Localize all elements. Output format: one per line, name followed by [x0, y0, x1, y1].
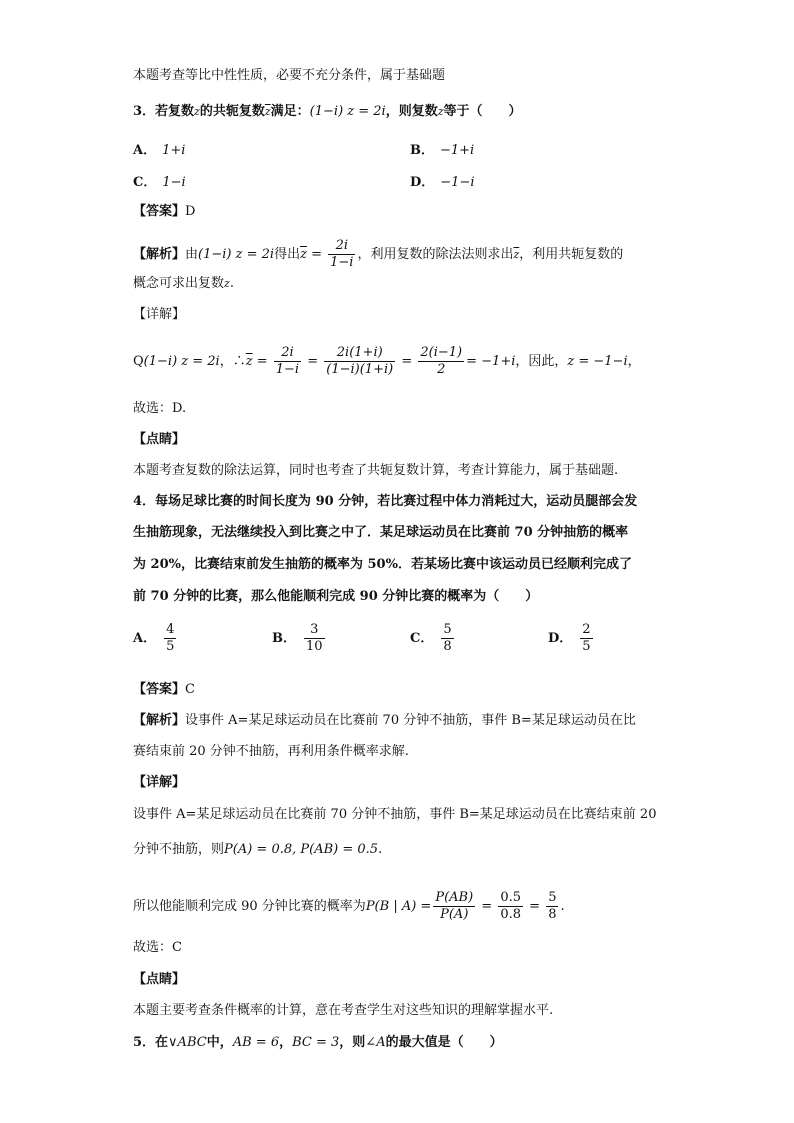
q4-option-c-label: C．	[410, 631, 434, 646]
q4-option-b-label: B．	[272, 631, 296, 646]
q3-choose: 故选：D.	[133, 401, 187, 416]
q3-detail-frac1-den: 1−i	[275, 362, 300, 377]
q5-stem-angle: ∠A	[365, 1035, 386, 1050]
q4-option-b-num: 3	[304, 622, 325, 639]
q4-detail-text2a: 分钟不抽筋，则	[133, 842, 225, 857]
q5-stem-ab: AB = 6	[232, 1035, 280, 1050]
q4-detail-conditional: P(B | A) =	[365, 899, 432, 914]
q4-detail-line1: 设事件 A=某足球运动员在比赛前 70 分钟不抽筋，事件 B=某足球运动员在比赛结束前 20	[133, 807, 657, 822]
q4-detail-frac3-den: 8	[548, 907, 557, 922]
q3-detail-sep: ，∴	[219, 354, 246, 369]
q4-option-c	[410, 622, 456, 655]
q4-stem-line3: 为 20%，比赛结束前发生抽筋的概率为 50%．若某场比赛中该运动员已经顺利完成了	[133, 557, 632, 572]
q3-answer	[133, 202, 195, 222]
q4-analysis-line2: 赛结束前 20 分钟不抽筋，再利用条件概率求解.	[133, 744, 409, 759]
q3-option-a-text: 1+i	[162, 143, 186, 158]
q4-detail-tag: 【详解】	[133, 775, 186, 790]
q3-stem-z2: z	[437, 105, 444, 118]
q3-option-d-text: −1−i	[440, 175, 475, 190]
q4-detail-text3a: 所以他能顺利完成 90 分钟比赛的概率为	[133, 899, 366, 914]
q4-answer-tag: 【答案】	[133, 682, 186, 697]
q3-analysis-line2	[133, 274, 234, 294]
q3-stem-mid2: 满足：	[270, 104, 310, 119]
q3-stem-z: z	[194, 105, 200, 118]
q3-option-d-label: D．	[410, 175, 435, 190]
q3-detail-frac2-den: (1−i)(1+i)	[326, 362, 394, 377]
q3-detail-end: ，	[627, 354, 641, 369]
q4-option-d-label: D．	[548, 631, 573, 646]
q4-option-a-fraction	[164, 622, 176, 655]
q3-detail-frac3	[418, 345, 464, 378]
q3-detail-q: Q	[133, 354, 144, 369]
q3-detail-frac1	[274, 345, 301, 378]
q3-detail-frac2-num: 2i(1+i)	[324, 345, 395, 362]
q3-detail-frac3-den: 2	[437, 362, 446, 377]
q4-stem-line4: 前 70 分钟的比赛，那么他能顺利完成 90 分钟比赛的概率为（ ）	[133, 589, 539, 604]
q5-stem-mid2: ，	[279, 1035, 293, 1050]
q3-detail-tag: 【详解】	[133, 307, 186, 322]
q4-detail-text2c: .	[378, 842, 383, 857]
q4-option-a-num: 4	[166, 622, 175, 637]
q3-analysis-line1: 【解析】由(1−i) z = 2i得出$\overline{z}$ = $\frac{2i}{1-i}$ ，利用复数的除法法则求出$\overline{z}$，利用共轭复数的	[133, 238, 624, 270]
q5-stem-prefix: 5．在	[133, 1035, 169, 1050]
q3-stem	[133, 102, 522, 122]
q5-stem-mid1: 中，	[206, 1035, 233, 1050]
q3-detail-eq1: (1−i) z = 2i	[143, 354, 220, 369]
q4-option-a-den: 5	[166, 639, 175, 654]
q4-stem-line1: 4．每场足球比赛的时间长度为 90 分钟，若比赛过程中体力消耗过大，运动员腿部会发	[133, 494, 638, 509]
q3-stem-mid1: 的共轭复数	[199, 104, 265, 119]
q3-analysis-tag: 【解析】	[133, 247, 186, 262]
q5-stem-mid3: ，则	[339, 1035, 366, 1050]
q4-analysis-tag: 【解析】	[133, 713, 186, 728]
q4-detail-frac3-num: 5	[548, 890, 557, 905]
q4-stem-line2: 生抽筋现象，无法继续投入到比赛之中了．某足球运动员在比赛前 70 分钟抽筋的概率	[133, 525, 629, 540]
q3-analysis-text5: 概念可求出复数	[133, 276, 225, 291]
q4-option-a	[133, 622, 178, 655]
q3-detail-zbar: $\overline{z}$	[245, 354, 253, 369]
q4-answer	[133, 680, 195, 700]
q3-option-b-label: B．	[410, 143, 434, 158]
q3-analysis-fraction	[328, 238, 355, 271]
q3-analysis-text4: ，利用共轭复数的	[519, 247, 624, 262]
q3-analysis-zbar: $\overline{z}$	[300, 247, 307, 262]
q4-choose: 故选：C	[133, 940, 182, 955]
q4-analysis-text1: 设事件 A=某足球运动员在比赛前 70 分钟不抽筋，事件 B=某足球运动员在比	[185, 713, 636, 728]
q5-stem-end: 的最大值是（ ）	[385, 1035, 503, 1050]
q3-option-a	[133, 139, 185, 158]
q2-summary: 本题考查等比中性性质，必要不充分条件，属于基础题	[133, 68, 446, 83]
q4-comment: 本题主要考查条件概率的计算，意在考查学生对这些知识的理解掌握水平.	[133, 1003, 554, 1018]
q3-detail-tail: ，因此，	[515, 354, 568, 369]
q3-stem-zbar: $\overline{z}$	[264, 105, 271, 118]
q4-option-b-den: 10	[306, 639, 323, 654]
q4-comment-tag: 【点睛】	[133, 972, 186, 987]
q3-option-c-text: 1−i	[162, 175, 186, 190]
q3-stem-prefix: 3．若复数	[133, 104, 195, 119]
q4-detail-line2	[133, 840, 382, 860]
q3-stem-end: 等于（ ）	[443, 104, 522, 119]
q4-option-b	[272, 622, 327, 655]
q3-answer-value: D	[185, 204, 196, 219]
q3-option-a-label: A．	[133, 143, 157, 158]
q3-analysis-text6: .	[229, 276, 234, 291]
q4-detail-frac1	[433, 890, 475, 923]
q4-detail-line3: 所以他能顺利完成 90 分钟比赛的概率为P(B | A) = $\frac{P(AB)}{P(A)}$ = $\frac{0.5}{0.8}$ = $\frac{5}{8}$ .	[133, 890, 565, 922]
q4-detail-frac2-den: 0.8	[500, 907, 522, 922]
q3-answer-tag: 【答案】	[133, 204, 186, 219]
q4-detail-frac2	[498, 890, 523, 923]
q3-option-c-label: C．	[133, 175, 157, 190]
q4-option-d-fraction	[580, 622, 592, 655]
q3-analysis-text3: ，利用复数的除法法则求出	[357, 247, 514, 262]
q4-answer-value: C	[185, 682, 195, 697]
q4-option-d-den: 5	[582, 639, 591, 654]
q3-detail-equation: Q(1−i) z = 2i，$\therefore\overline{z}$ = $\frac{2i}{1-i}$ = $\frac{2i(1+i)}{(1-i)(1+i)}$ = $\frac{2(i-1)}{2}$ = −1+i，因此，z = −1−i，	[133, 345, 641, 377]
q3-comment-tag: 【点睛】	[133, 432, 186, 447]
q5-stem-triangle: ∨ABC	[168, 1035, 207, 1050]
q4-detail-frac2-num: 0.5	[500, 890, 522, 905]
q4-detail-frac1-den: P(A)	[440, 907, 469, 922]
q4-option-a-label: A．	[133, 631, 157, 646]
q3-analysis-z: z	[224, 277, 230, 290]
q3-option-b	[410, 139, 474, 158]
q3-detail-frac3-num: 2(i−1)	[420, 345, 463, 360]
q3-analysis-frac-num: 2i	[328, 238, 355, 255]
q3-option-c	[133, 171, 186, 190]
q3-stem-mid3: ，则复数	[385, 104, 438, 119]
q3-analysis-equation: (1−i) z = 2i	[198, 247, 275, 262]
q4-option-d-num: 2	[582, 622, 591, 637]
q3-detail-final: z = −1−i	[567, 354, 628, 369]
q4-detail-probabilities: P(A) = 0.8, P(AB) = 0.5	[224, 842, 379, 857]
q3-option-d	[410, 171, 475, 190]
q4-option-c-den: 8	[443, 639, 452, 654]
q4-option-c-fraction	[441, 622, 453, 655]
q4-analysis-line1	[133, 711, 636, 731]
q4-option-d	[548, 622, 595, 655]
q3-stem-equation: (1−i) z = 2i	[309, 104, 386, 119]
q3-option-b-text: −1+i	[440, 143, 475, 158]
q3-analysis-zbar2: $\overline{z}$	[513, 248, 520, 261]
q3-detail-frac1-num: 2i	[274, 345, 301, 362]
q4-option-b-fraction	[304, 622, 325, 655]
q4-option-c-num: 5	[443, 622, 452, 637]
q3-analysis-text1: 由	[185, 247, 199, 262]
q5-stem-bc: BC = 3	[292, 1035, 340, 1050]
q4-detail-frac1-num: P(AB)	[435, 890, 474, 905]
q3-analysis-text2: 得出	[274, 247, 301, 262]
q4-detail-frac3	[546, 890, 558, 923]
q3-analysis-frac-den: 1−i	[330, 255, 354, 270]
q3-detail-frac2	[324, 345, 395, 378]
q3-detail-result: = −1+i	[466, 354, 516, 369]
q5-stem	[133, 1033, 503, 1053]
q4-detail-text3c: .	[560, 899, 565, 914]
q3-comment: 本题考查复数的除法运算，同时也考查了共轭复数计算，考查计算能力，属于基础题.	[133, 463, 619, 478]
